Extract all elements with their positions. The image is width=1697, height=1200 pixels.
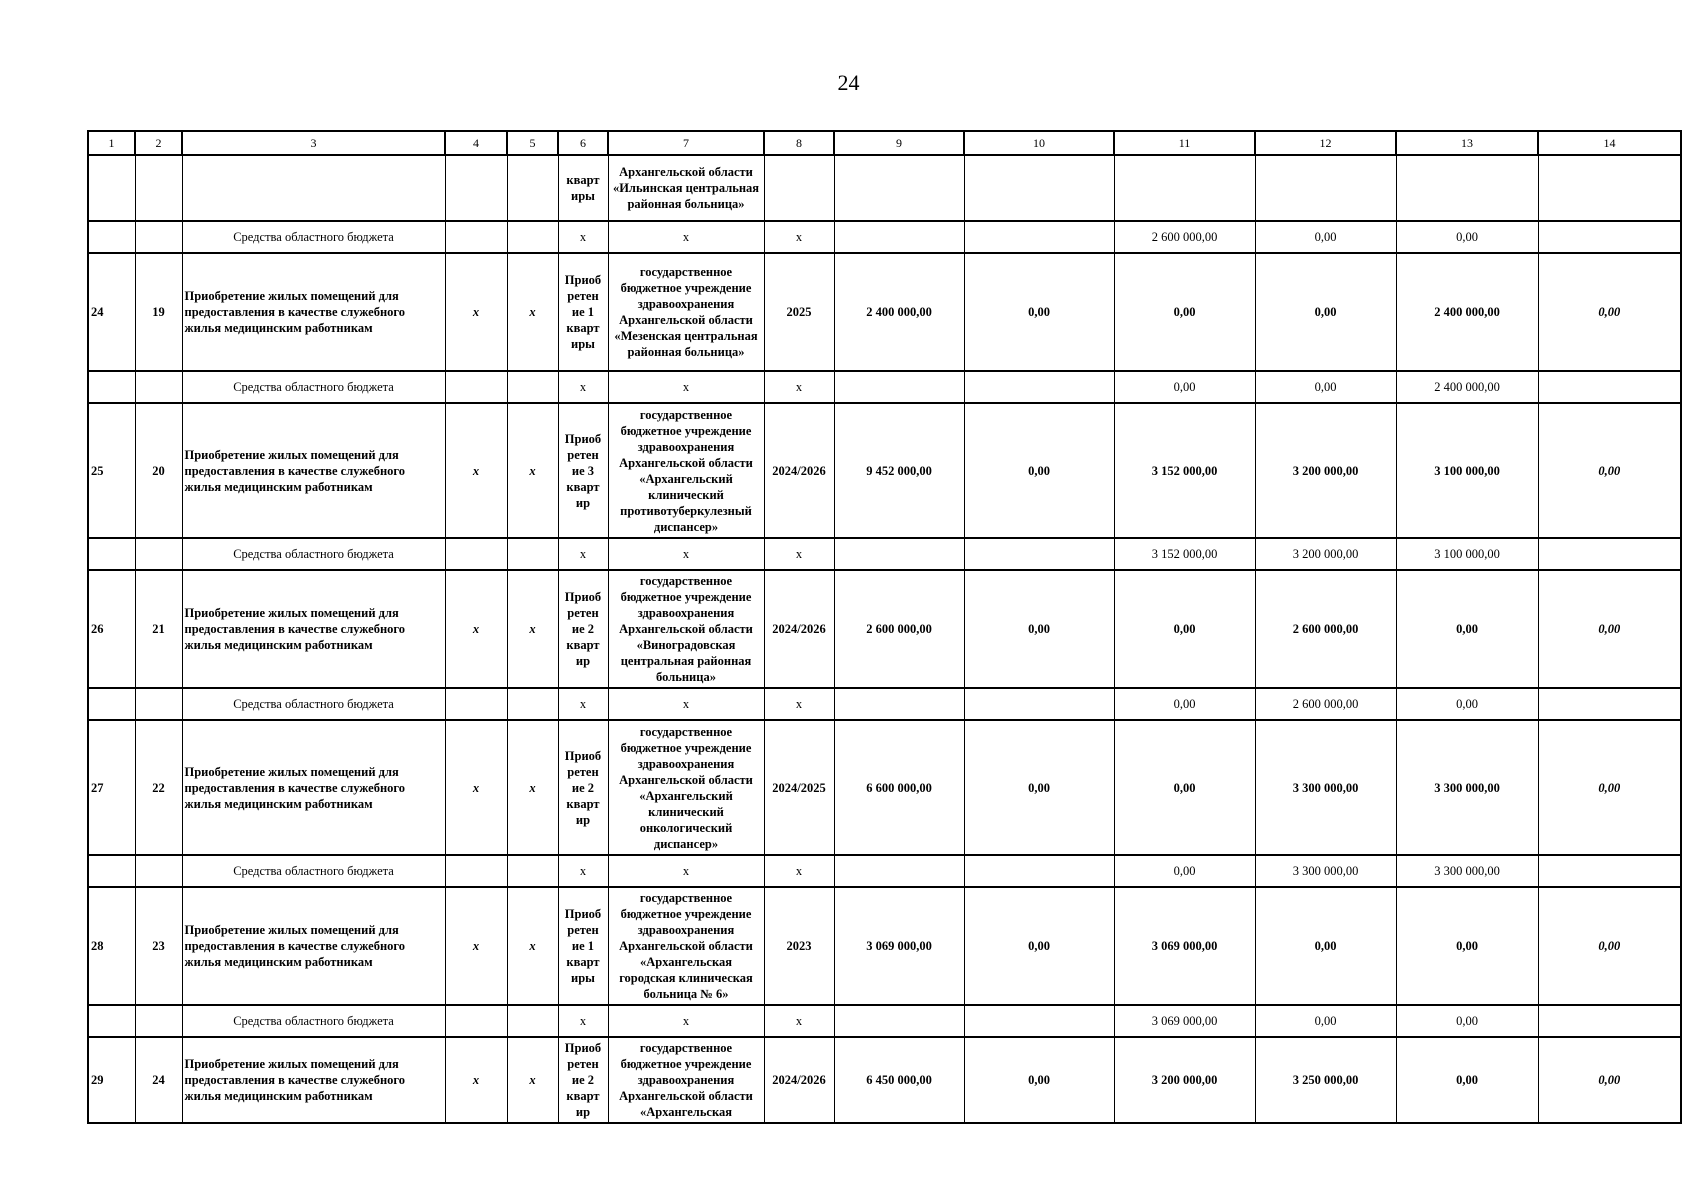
institution-cell: государственное бюджетное учреждение здравоохранения Архангельской области «Мезенская центральная районная больница» [608, 253, 764, 371]
amount-cell: 2 600 000,00 [1255, 570, 1396, 688]
column-number: 5 [507, 131, 558, 155]
item-number: 24 [135, 1037, 182, 1123]
funding-x: x [608, 688, 764, 720]
column-number: 3 [182, 131, 445, 155]
table-row [88, 403, 1681, 538]
page-number: 24 [837, 70, 860, 95]
action-cell: Приоб ретен ие 3 кварт ир [558, 403, 608, 538]
amount-cell: 0,00 [1114, 720, 1255, 855]
item-number: 19 [135, 253, 182, 371]
column-number-row [88, 131, 1681, 155]
item-number: 22 [135, 720, 182, 855]
total-amount: 2 400 000,00 [834, 253, 964, 371]
column-number: 7 [608, 131, 764, 155]
item-x: x [445, 720, 507, 855]
amount-cell: 0,00 [964, 403, 1114, 538]
funding-amount: 0,00 [1396, 221, 1538, 253]
amount-cell: 0,00 [1538, 1037, 1681, 1123]
funding-x: x [558, 371, 608, 403]
funding-x: x [558, 688, 608, 720]
column-number: 9 [834, 131, 964, 155]
funding-amount: 3 152 000,00 [1114, 538, 1255, 570]
period-cell: 2023 [764, 887, 834, 1005]
amount-cell: 0,00 [1538, 570, 1681, 688]
item-name: Приобретение жилых помещений для предоставления в качестве служебного жилья медицинским работникам [182, 403, 445, 538]
item-name: Приобретение жилых помещений для предоставления в качестве служебного жилья медицинским работникам [182, 570, 445, 688]
amount-cell: 3 069 000,00 [1114, 887, 1255, 1005]
funding-amount: 0,00 [1255, 1005, 1396, 1037]
funding-x: x [558, 221, 608, 253]
funding-x: x [764, 221, 834, 253]
amount-cell: 0,00 [1396, 570, 1538, 688]
amount-cell: 3 200 000,00 [1255, 403, 1396, 538]
amount-cell: 0,00 [1538, 720, 1681, 855]
amount-cell: 0,00 [1396, 887, 1538, 1005]
amount-cell: 0,00 [1255, 253, 1396, 371]
program-table [87, 130, 1682, 1124]
funding-amount: 3 300 000,00 [1396, 855, 1538, 887]
institution-cell: государственное бюджетное учреждение здравоохранения Архангельской области «Архангельская городская клиническая больница № 6» [608, 887, 764, 1005]
action-cell: Приоб ретен ие 2 кварт ир [558, 570, 608, 688]
table-row [88, 1037, 1681, 1123]
funding-label: Средства областного бюджета [182, 371, 445, 403]
funding-row [88, 855, 1681, 887]
item-name: Приобретение жилых помещений для предоставления в качестве служебного жилья медицинским работникам [182, 1037, 445, 1123]
action-cell: Приоб ретен ие 1 кварт иры [558, 253, 608, 371]
period-cell: 2024/2025 [764, 720, 834, 855]
amount-cell: 0,00 [1538, 253, 1681, 371]
funding-row [88, 688, 1681, 720]
item-x: x [507, 570, 558, 688]
action-cell: Приоб ретен ие 2 кварт ир [558, 1037, 608, 1123]
funding-row [88, 371, 1681, 403]
funding-amount: 2 400 000,00 [1396, 371, 1538, 403]
column-number: 13 [1396, 131, 1538, 155]
funding-x: x [558, 1005, 608, 1037]
total-amount: 9 452 000,00 [834, 403, 964, 538]
amount-cell: 0,00 [1538, 887, 1681, 1005]
funding-label: Средства областного бюджета [182, 855, 445, 887]
institution-cell: Архангельской области «Ильинская центральная районная больница» [608, 155, 764, 221]
amount-cell: 3 200 000,00 [1114, 1037, 1255, 1123]
table-row [88, 253, 1681, 371]
funding-x: x [558, 538, 608, 570]
column-number: 10 [964, 131, 1114, 155]
funding-label: Средства областного бюджета [182, 688, 445, 720]
amount-cell: 0,00 [1538, 403, 1681, 538]
row-number: 26 [88, 570, 135, 688]
amount-cell: 0,00 [964, 570, 1114, 688]
item-x: x [445, 570, 507, 688]
amount-cell: 0,00 [964, 1037, 1114, 1123]
funding-x: x [764, 688, 834, 720]
amount-cell: 3 300 000,00 [1255, 720, 1396, 855]
item-x: x [507, 253, 558, 371]
period-cell: 2024/2026 [764, 403, 834, 538]
period-cell: 2024/2026 [764, 1037, 834, 1123]
table-body [88, 131, 1681, 1123]
funding-amount: 3 300 000,00 [1255, 855, 1396, 887]
item-number: 21 [135, 570, 182, 688]
amount-cell: 3 300 000,00 [1396, 720, 1538, 855]
total-amount: 2 600 000,00 [834, 570, 964, 688]
funding-amount: 0,00 [1114, 688, 1255, 720]
funding-x: x [764, 371, 834, 403]
amount-cell: 0,00 [964, 720, 1114, 855]
amount-cell: 0,00 [964, 253, 1114, 371]
row-number: 28 [88, 887, 135, 1005]
column-number: 4 [445, 131, 507, 155]
funding-amount: 0,00 [1255, 221, 1396, 253]
item-x: x [507, 1037, 558, 1123]
column-number: 12 [1255, 131, 1396, 155]
column-number: 2 [135, 131, 182, 155]
item-name: Приобретение жилых помещений для предоставления в качестве служебного жилья медицинским работникам [182, 720, 445, 855]
funding-amount: 0,00 [1114, 855, 1255, 887]
institution-cell: государственное бюджетное учреждение здравоохранения Архангельской области «Архангельская [608, 1037, 764, 1123]
row-number: 29 [88, 1037, 135, 1123]
item-number: 20 [135, 403, 182, 538]
action-cell: Приоб ретен ие 1 кварт иры [558, 887, 608, 1005]
funding-x: x [608, 1005, 764, 1037]
institution-cell: государственное бюджетное учреждение здравоохранения Архангельской области «Архангельский клинический онкологический диспансер» [608, 720, 764, 855]
amount-cell: 0,00 [1114, 570, 1255, 688]
funding-row [88, 221, 1681, 253]
period-cell: 2024/2026 [764, 570, 834, 688]
funding-amount: 3 069 000,00 [1114, 1005, 1255, 1037]
funding-amount: 0,00 [1255, 371, 1396, 403]
table-row [88, 570, 1681, 688]
funding-x: x [608, 855, 764, 887]
funding-amount: 0,00 [1396, 1005, 1538, 1037]
item-x: x [507, 720, 558, 855]
amount-cell: 0,00 [964, 887, 1114, 1005]
item-name: Приобретение жилых помещений для предоставления в качестве служебного жилья медицинским работникам [182, 887, 445, 1005]
item-x: x [445, 253, 507, 371]
column-number: 8 [764, 131, 834, 155]
funding-label: Средства областного бюджета [182, 221, 445, 253]
funding-x: x [764, 1005, 834, 1037]
funding-amount: 2 600 000,00 [1255, 688, 1396, 720]
row-number: 24 [88, 253, 135, 371]
funding-label: Средства областного бюджета [182, 538, 445, 570]
table-row [88, 720, 1681, 855]
row-number: 25 [88, 403, 135, 538]
amount-cell: 3 100 000,00 [1396, 403, 1538, 538]
total-amount: 6 450 000,00 [834, 1037, 964, 1123]
period-cell: 2025 [764, 253, 834, 371]
amount-cell: 0,00 [1396, 1037, 1538, 1123]
funding-x: x [764, 538, 834, 570]
item-x: x [445, 887, 507, 1005]
amount-cell: 3 250 000,00 [1255, 1037, 1396, 1123]
continuation-row [88, 155, 1681, 221]
funding-amount: 3 100 000,00 [1396, 538, 1538, 570]
column-number: 6 [558, 131, 608, 155]
funding-amount: 2 600 000,00 [1114, 221, 1255, 253]
total-amount: 6 600 000,00 [834, 720, 964, 855]
amount-cell: 0,00 [1114, 253, 1255, 371]
item-x: x [445, 403, 507, 538]
column-number: 14 [1538, 131, 1681, 155]
column-number: 11 [1114, 131, 1255, 155]
column-number: 1 [88, 131, 135, 155]
funding-x: x [558, 855, 608, 887]
funding-x: x [608, 371, 764, 403]
table-row [88, 887, 1681, 1005]
institution-cell: государственное бюджетное учреждение здравоохранения Архангельской области «Виноградовская центральная районная больница» [608, 570, 764, 688]
item-number: 23 [135, 887, 182, 1005]
action-cell: Приоб ретен ие 2 кварт ир [558, 720, 608, 855]
amount-cell: 0,00 [1255, 887, 1396, 1005]
item-x: x [445, 1037, 507, 1123]
amount-cell: 3 152 000,00 [1114, 403, 1255, 538]
item-name: Приобретение жилых помещений для предоставления в качестве служебного жилья медицинским работникам [182, 253, 445, 371]
item-x: x [507, 403, 558, 538]
funding-amount: 0,00 [1396, 688, 1538, 720]
funding-amount: 3 200 000,00 [1255, 538, 1396, 570]
amount-cell: 2 400 000,00 [1396, 253, 1538, 371]
funding-row [88, 538, 1681, 570]
funding-label: Средства областного бюджета [182, 1005, 445, 1037]
funding-x: x [764, 855, 834, 887]
item-x: x [507, 887, 558, 1005]
row-number: 27 [88, 720, 135, 855]
action-cell: кварт иры [558, 155, 608, 221]
funding-amount: 0,00 [1114, 371, 1255, 403]
funding-row [88, 1005, 1681, 1037]
funding-x: x [608, 538, 764, 570]
total-amount: 3 069 000,00 [834, 887, 964, 1005]
institution-cell: государственное бюджетное учреждение здравоохранения Архангельской области «Архангельский клинический противотуберкулезный диспансер» [608, 403, 764, 538]
funding-x: x [608, 221, 764, 253]
